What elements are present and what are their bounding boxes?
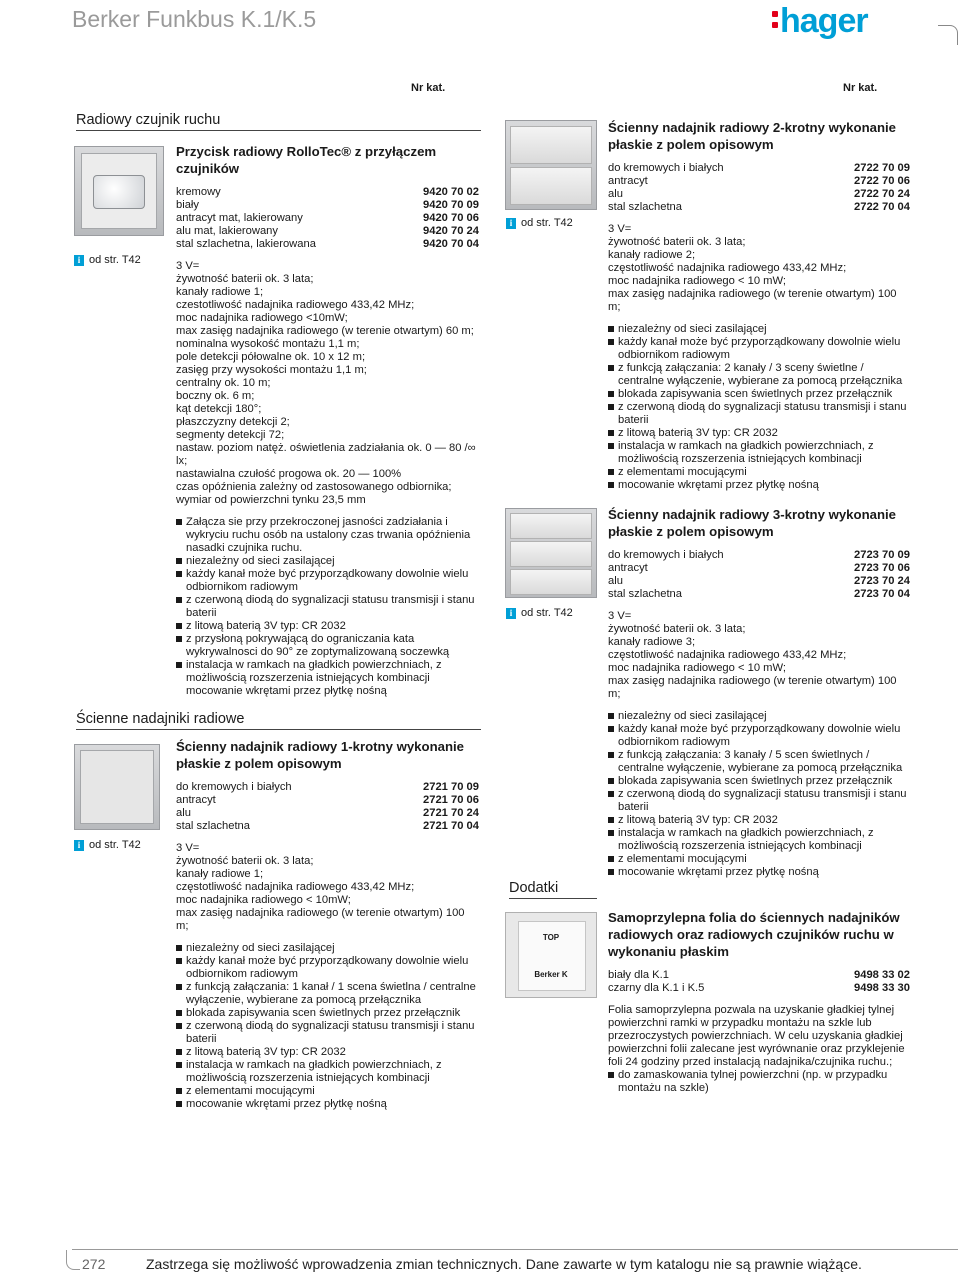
variant-label: biały dla K.1	[608, 969, 669, 981]
spec-line: 3 V=	[176, 260, 200, 272]
feature-bullet: mocowanie wkrętami przez płytkę nośną	[608, 866, 910, 879]
variant-code: 9420 70 02	[423, 186, 479, 198]
motion-sensor-title: Przycisk radiowy RolloTec® z przyłączem czujników	[176, 144, 437, 176]
variant-code: 9498 33 30	[854, 982, 910, 994]
spec-line: nominalna wysokość montażu 1,1 m;	[176, 338, 360, 350]
variant-code: 2723 70 04	[854, 588, 910, 600]
variant-code: 9420 70 24	[423, 225, 479, 237]
motion-spec-list	[176, 260, 479, 507]
foil-brand-label: Berker K	[534, 970, 568, 979]
variant-label: stal szlachetna, lakierowana	[176, 238, 316, 250]
spec-line: 3 V=	[176, 842, 200, 854]
spec-line: 3 V=	[608, 610, 632, 622]
section-extras: Dodatki	[509, 880, 597, 899]
variant-code: 2721 70 09	[423, 781, 479, 793]
feature-bullet: mocowanie wkrętami przez płytkę nośną	[608, 479, 910, 492]
feature-bullet: blokada zapisywania scen świetlnych przez przełącznik	[608, 388, 910, 401]
spec-line: żywotność baterii ok. 3 lata;	[608, 236, 746, 248]
feature-bullet: z funkcją załączania: 2 kanały / 3 sceny świetlne / centralne wyłączenie, wybierane za pomocą przełącznika	[608, 362, 910, 388]
variant-code: 2722 70 24	[854, 188, 910, 200]
variant-label: antracyt mat, lakierowany	[176, 212, 303, 224]
feature-bullet: każdy kanał może być przyporządkowany dowolnie wielu odbiornikom radiowym	[608, 723, 910, 749]
variant-label: alu	[176, 807, 191, 819]
motion-sensor-block	[176, 143, 479, 698]
variant-label: czarny dla K.1 i K.5	[608, 982, 705, 994]
variant-code: 2723 70 24	[854, 575, 910, 587]
variant-row	[608, 162, 910, 175]
variant-code: 2723 70 09	[854, 549, 910, 561]
variant-row	[176, 212, 479, 225]
variant-code: 9420 70 09	[423, 199, 479, 211]
foil-top-label: TOP	[542, 933, 560, 942]
info-icon: i	[506, 608, 516, 619]
footer-bracket-icon	[66, 1250, 80, 1270]
variant-row	[608, 549, 910, 562]
feature-bullet: niezależny od sieci zasilającej	[176, 942, 479, 955]
spec-line: czestotliwość nadajnika radiowego 433,42 MHz;	[176, 299, 415, 311]
nr-kat-right: Nr kat.	[843, 82, 878, 94]
wall-3-ref-link[interactable]: i od str. T42	[506, 607, 573, 619]
nr-kat-left: Nr kat.	[411, 82, 446, 94]
wall-3-feature-list	[608, 710, 910, 879]
section-wall: Ścienne nadajniki radiowe	[76, 711, 481, 730]
spec-line: częstotliwość nadajnika radiowego 433,42 MHz;	[176, 881, 415, 893]
wall-3-block	[608, 506, 910, 879]
feature-bullet: blokada zapisywania scen świetlnych przez przełącznik	[608, 775, 910, 788]
variant-code: 2722 70 09	[854, 162, 910, 174]
variant-code: 2722 70 04	[854, 201, 910, 213]
variant-row	[176, 781, 479, 794]
feature-bullet: każdy kanał może być przyporządkowany dowolnie wielu odbiornikom radiowym	[176, 568, 479, 594]
spec-line: żywotność baterii ok. 3 lata;	[176, 273, 314, 285]
spec-line: kąt detekcji 180°;	[176, 403, 262, 415]
footer-disclaimer: Zastrzega się możliwość wprowadzenia zmian technicznych. Dane zawarte w tym katalogu nie są prawnie wiążące.	[146, 1256, 862, 1272]
variant-code: 2721 70 06	[423, 794, 479, 806]
variant-label: alu	[608, 188, 623, 200]
variant-row	[608, 575, 910, 588]
section-motion: Radiowy czujnik ruchu	[76, 112, 481, 131]
variant-row	[608, 201, 910, 214]
foil-image	[505, 912, 597, 998]
feature-bullet: z przysłoną pokrywającą do ograniczania kata wykrywalnosci do 90° ze zoptymalizowaną soczewką	[176, 633, 479, 659]
wall-1-variant-list	[176, 781, 479, 833]
feature-bullet: z funkcją załączania: 1 kanał / 1 scena świetlna / centralne wyłączenie, wybierane za pomocą przełącznika	[176, 981, 479, 1007]
logo-text: hager	[780, 2, 868, 40]
variant-code: 9498 33 02	[854, 969, 910, 981]
variant-label: kremowy	[176, 186, 221, 198]
spec-line: częstotliwość nadajnika radiowego 433,42 MHz;	[608, 262, 847, 274]
hager-logo	[772, 2, 868, 41]
variant-code: 2723 70 06	[854, 562, 910, 574]
wall-2-variant-list	[608, 162, 910, 214]
wall-3-spec-list	[608, 610, 910, 701]
motion-sensor-image	[74, 146, 164, 236]
feature-bullet: Załącza sie przy przekroczonej jasności zadziałania i wykryciu ruchu osób na ustalony czas trwania opóźnienia nasadki czujnika ruchu.	[176, 516, 479, 555]
wall-3-variant-list	[608, 549, 910, 601]
variant-row	[176, 794, 479, 807]
variant-label: antracyt	[608, 562, 648, 574]
feature-bullet: z elementami mocującymi	[176, 1085, 479, 1098]
spec-line: żywotność baterii ok. 3 lata;	[608, 623, 746, 635]
wall-1-ref-link[interactable]: i od str. T42	[74, 839, 141, 851]
variant-label: do kremowych i białych	[608, 162, 724, 174]
variant-code: 2721 70 04	[423, 820, 479, 832]
spec-line: wymiar od powierzchni tynku 23,5 mm	[176, 494, 366, 506]
corner-mark-icon	[938, 25, 958, 45]
wall-2-feature-list	[608, 323, 910, 492]
wall-3-title: Ścienny nadajnik radiowy 3-krotny wykonanie płaskie z polem opisowym	[608, 507, 897, 539]
spec-line: nastaw. poziom natęż. oświetlenia zadziałania ok. 0 — 80 /∞ lx;	[176, 442, 476, 467]
spec-line: kanały radiowe 1;	[176, 868, 264, 880]
spec-line: segmenty detekcji 72;	[176, 429, 285, 441]
page-number: 272	[82, 1256, 106, 1272]
variant-row	[608, 588, 910, 601]
spec-line: moc nadajnika radiowego < 10 mW;	[608, 275, 786, 287]
feature-bullet: z litową baterią 3V typ: CR 2032	[608, 814, 910, 827]
page-title: Berker Funkbus K.1/K.5	[72, 6, 317, 32]
feature-bullet: z czerwoną diodą do sygnalizacji statusu transmisji i stanu baterii	[176, 594, 479, 620]
spec-line: moc nadajnika radiowego <10mW;	[176, 312, 348, 324]
wall-1-feature-list	[176, 942, 479, 1111]
variant-row	[608, 982, 910, 995]
wall-1-image	[74, 744, 160, 830]
variant-label: do kremowych i białych	[608, 549, 724, 561]
feature-bullet: niezależny od sieci zasilającej	[608, 710, 910, 723]
spec-line: moc nadajnika radiowego < 10mW;	[176, 894, 351, 906]
spec-line: centralny ok. 10 m;	[176, 377, 271, 389]
variant-label: stal szlachetna	[608, 588, 683, 600]
feature-bullet: z litową baterią 3V typ: CR 2032	[176, 620, 479, 633]
spec-line: 3 V=	[608, 223, 632, 235]
wall-2-spec-list	[608, 223, 910, 314]
spec-line: kanały radiowe 1;	[176, 286, 264, 298]
feature-bullet: mocowanie wkrętami przez płytkę nośną	[176, 1098, 479, 1111]
foil-variant-list	[608, 969, 910, 995]
variant-row	[176, 186, 479, 199]
variant-code: 2722 70 06	[854, 175, 910, 187]
variant-label: antracyt	[608, 175, 648, 187]
feature-bullet: z czerwoną diodą do sygnalizacji statusu transmisji i stanu baterii	[608, 401, 910, 427]
spec-line: nastawialna czułość progowa ok. 20 — 100%	[176, 468, 402, 480]
feature-bullet: z litową baterią 3V typ: CR 2032	[176, 1046, 479, 1059]
wall-1-title: Ścienny nadajnik radiowy 1-krotny wykonanie płaskie z polem opisowym	[176, 739, 465, 771]
spec-line: moc nadajnika radiowego < 10 mW;	[608, 662, 786, 674]
motion-variant-list	[176, 186, 479, 251]
wall-2-ref-link[interactable]: i od str. T42	[506, 217, 573, 229]
wall-1-block	[176, 738, 479, 1111]
variant-row	[176, 238, 479, 251]
spec-line: boczny ok. 6 m;	[176, 390, 255, 402]
feature-bullet: każdy kanał może być przyporządkowany dowolnie wielu odbiornikom radiowym	[608, 336, 910, 362]
variant-code: 9420 70 06	[423, 212, 479, 224]
footer-divider	[72, 1249, 958, 1250]
spec-line: kanały radiowe 3;	[608, 636, 696, 648]
spec-line: zasięg przy wysokości montażu 1,1 m;	[176, 364, 367, 376]
spec-line: max zasięg nadajnika radiowego (w terenie otwartym) 60 m;	[176, 325, 474, 337]
spec-line: kanały radiowe 2;	[608, 249, 696, 261]
info-icon: i	[74, 840, 84, 851]
foil-block	[608, 909, 910, 1095]
feature-bullet: instalacja w ramkach na gładkich powierzchniach, z możliwością rozszerzenia istniejących kombinacji mocowanie wkrętami przez płytkę nośną	[176, 659, 479, 698]
wall-2-title: Ścienny nadajnik radiowy 2-krotny wykonanie płaskie z polem opisowym	[608, 120, 897, 152]
variant-row	[176, 225, 479, 238]
motion-ref-link[interactable]: i od str. T42	[74, 254, 141, 266]
spec-line: max zasięg nadajnika radiowego (w terenie otwartym) 100 m;	[608, 288, 897, 313]
variant-label: antracyt	[176, 794, 216, 806]
variant-label: alu mat, lakierowany	[176, 225, 278, 237]
variant-code: 9420 70 04	[423, 238, 479, 250]
wall-1-spec-list	[176, 842, 479, 933]
variant-label: stal szlachetna	[608, 201, 683, 213]
feature-bullet: do zamaskowania tylnej powierzchni (np. w przypadku montażu na szkle)	[608, 1069, 910, 1095]
foil-description: Folia samoprzylepna pozwala na uzyskanie gładkiej tylnej powierzchni ramki w przypadku montażu na szkle lub przezroczystych powierzchniach. W celu uzyskania gładkiej powierzchni folii zalecane jest wyrównanie oraz przyklejenie foli 24 godziny przed instalacją nadajnika/czujnika ruchu.;	[608, 1004, 905, 1068]
variant-row	[176, 807, 479, 820]
spec-line: czas opóźnienia zależny od zastosowanego odbiornika;	[176, 481, 452, 493]
feature-bullet: blokada zapisywania scen świetlnych przez przełącznik	[176, 1007, 479, 1020]
wall-3-image	[505, 508, 597, 598]
variant-label: do kremowych i białych	[176, 781, 292, 793]
logo-dots-icon	[772, 2, 778, 28]
feature-bullet: z litową baterią 3V typ: CR 2032	[608, 427, 910, 440]
variant-row	[608, 969, 910, 982]
variant-label: alu	[608, 575, 623, 587]
spec-line: żywotność baterii ok. 3 lata;	[176, 855, 314, 867]
feature-bullet: każdy kanał może być przyporządkowany dowolnie wielu odbiornikom radiowym	[176, 955, 479, 981]
feature-bullet: niezależny od sieci zasilającej	[608, 323, 910, 336]
wall-2-block	[608, 119, 910, 492]
feature-bullet: niezależny od sieci zasilającej	[176, 555, 479, 568]
feature-bullet: z elementami mocującymi	[608, 853, 910, 866]
foil-title: Samoprzylepna folia do ściennych nadajników radiowych oraz radiowych czujników ruchu w wykonaniu płaskim	[608, 910, 900, 959]
feature-bullet: z elementami mocującymi	[608, 466, 910, 479]
spec-line: max zasięg nadajnika radiowego (w terenie otwartym) 100 m;	[608, 675, 897, 700]
foil-feature-list	[608, 1069, 910, 1095]
variant-row	[176, 820, 479, 833]
variant-row	[608, 188, 910, 201]
info-icon: i	[74, 255, 84, 266]
variant-code: 2721 70 24	[423, 807, 479, 819]
spec-line: pole detekcji półowalne ok. 10 x 12 m;	[176, 351, 366, 363]
spec-line: płaszczyzny detekcji 2;	[176, 416, 290, 428]
variant-label: biały	[176, 199, 200, 211]
feature-bullet: z czerwoną diodą do sygnalizacji statusu transmisji i stanu baterii	[176, 1020, 479, 1046]
variant-row	[176, 199, 479, 212]
feature-bullet: z czerwoną diodą do sygnalizacji statusu transmisji i stanu baterii	[608, 788, 910, 814]
feature-bullet: instalacja w ramkach na gładkich powierzchniach, z możliwością rozszerzenia istniejących kombinacji	[176, 1059, 479, 1085]
spec-line: częstotliwość nadajnika radiowego 433,42 MHz;	[608, 649, 847, 661]
wall-2-image	[505, 120, 597, 210]
variant-row	[608, 175, 910, 188]
variant-row	[608, 562, 910, 575]
info-icon: i	[506, 218, 516, 229]
feature-bullet: instalacja w ramkach na gładkich powierzchniach, z możliwością rozszerzenia istniejących kombinacji	[608, 440, 910, 466]
variant-label: stal szlachetna	[176, 820, 251, 832]
feature-bullet: z funkcją załączania: 3 kanały / 5 scen świetlnych / centralne wyłączenie, wybierane za pomocą przełącznika	[608, 749, 910, 775]
feature-bullet: instalacja w ramkach na gładkich powierzchniach, z możliwością rozszerzenia istniejących kombinacji	[608, 827, 910, 853]
spec-line: max zasięg nadajnika radiowego (w terenie otwartym) 100 m;	[176, 907, 465, 932]
motion-feature-list	[176, 516, 479, 698]
